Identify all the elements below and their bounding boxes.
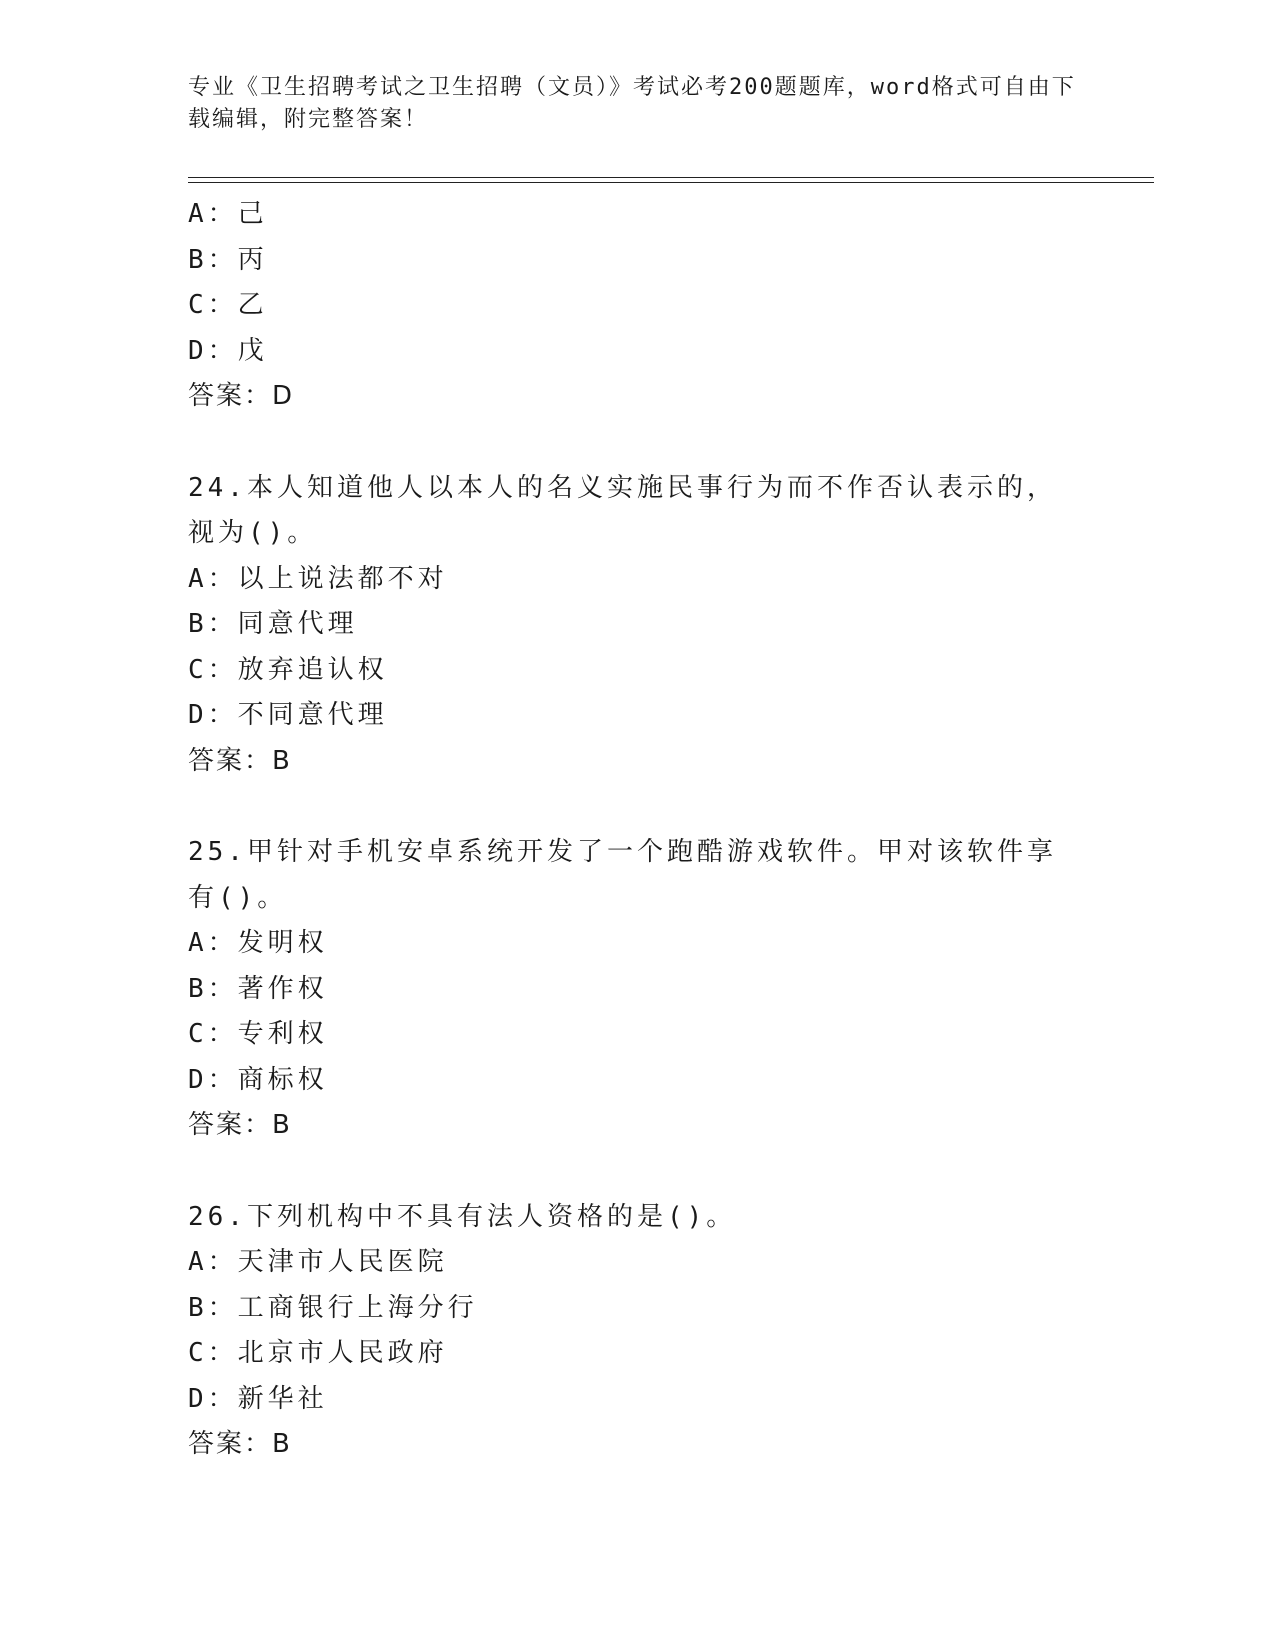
- option-text: 同意代理: [237, 609, 358, 639]
- spacer: [188, 1149, 1088, 1195]
- option-b: [188, 602, 1088, 648]
- option-c: [188, 1331, 1088, 1377]
- option-d: [188, 329, 1088, 375]
- spacer: [188, 420, 1088, 466]
- question-23-continuation: [188, 192, 1088, 420]
- header-rule-top: [188, 177, 1154, 178]
- question-text: 25.甲针对手机安卓系统开发了一个跑酷游戏软件。甲对该软件享有()。: [188, 837, 1057, 913]
- question-text: 26.下列机构中不具有法人资格的是()。: [188, 1201, 737, 1232]
- option-letter: B：: [188, 1292, 238, 1323]
- option-letter: C：: [188, 1019, 238, 1049]
- option-c: [188, 283, 1088, 329]
- spacer: [188, 784, 1088, 830]
- option-text: 戊: [237, 335, 268, 366]
- option-a: [188, 557, 1088, 603]
- option-letter: A：: [188, 1247, 238, 1277]
- answer-line: 答案：B: [188, 1110, 292, 1140]
- option-c: [188, 1012, 1088, 1058]
- option-text: 专利权: [237, 1019, 328, 1049]
- answer-line: 答案：D: [188, 381, 295, 411]
- option-letter: B：: [188, 244, 238, 275]
- option-letter: C：: [188, 654, 238, 685]
- option-letter: D：: [188, 1383, 238, 1414]
- question-24: [188, 466, 1088, 785]
- option-text: 发明权: [237, 928, 328, 958]
- question-25: [188, 830, 1088, 1149]
- option-letter: D：: [188, 700, 238, 730]
- option-d: [188, 693, 1088, 739]
- option-text: 己: [237, 199, 268, 229]
- option-letter: A：: [188, 928, 238, 958]
- option-a: [188, 192, 1088, 238]
- option-letter: D：: [188, 1064, 238, 1095]
- document-header: 专业《卫生招聘考试之卫生招聘（文员）》考试必考200题题库，word格式可自由下载编辑，附完整答案！: [188, 75, 1076, 132]
- answer-line: 答案：B: [188, 1429, 292, 1459]
- option-letter: A：: [188, 563, 238, 594]
- option-b: [188, 238, 1088, 284]
- option-text: 著作权: [237, 973, 328, 1004]
- option-letter: D：: [188, 335, 238, 366]
- option-text: 商标权: [237, 1064, 328, 1095]
- question-list: [188, 192, 1088, 1468]
- option-text: 新华社: [237, 1383, 328, 1414]
- option-letter: C：: [188, 1338, 238, 1368]
- option-text: 丙: [237, 244, 268, 275]
- header-rule-bottom: [188, 182, 1154, 183]
- option-text: 不同意代理: [237, 700, 388, 730]
- question-text: 24.本人知道他人以本人的名义实施民事行为而不作否认表示的，视为()。: [188, 472, 1057, 548]
- option-text: 放弃追认权: [237, 654, 388, 685]
- option-a: [188, 1240, 1088, 1286]
- option-a: [188, 921, 1088, 967]
- option-b: [188, 1286, 1088, 1332]
- option-d: [188, 1058, 1088, 1104]
- option-d: [188, 1377, 1088, 1423]
- option-text: 乙: [237, 290, 268, 320]
- option-letter: A：: [188, 199, 238, 229]
- option-c: [188, 648, 1088, 694]
- option-text: 工商银行上海分行: [237, 1292, 478, 1323]
- option-text: 北京市人民政府: [237, 1338, 448, 1368]
- question-26: [188, 1195, 1088, 1468]
- option-letter: B：: [188, 609, 238, 639]
- option-text: 以上说法都不对: [237, 563, 448, 594]
- option-b: [188, 967, 1088, 1013]
- option-text: 天津市人民医院: [237, 1247, 448, 1277]
- option-letter: C：: [188, 290, 238, 320]
- option-letter: B：: [188, 973, 238, 1004]
- answer-line: 答案：B: [188, 745, 292, 776]
